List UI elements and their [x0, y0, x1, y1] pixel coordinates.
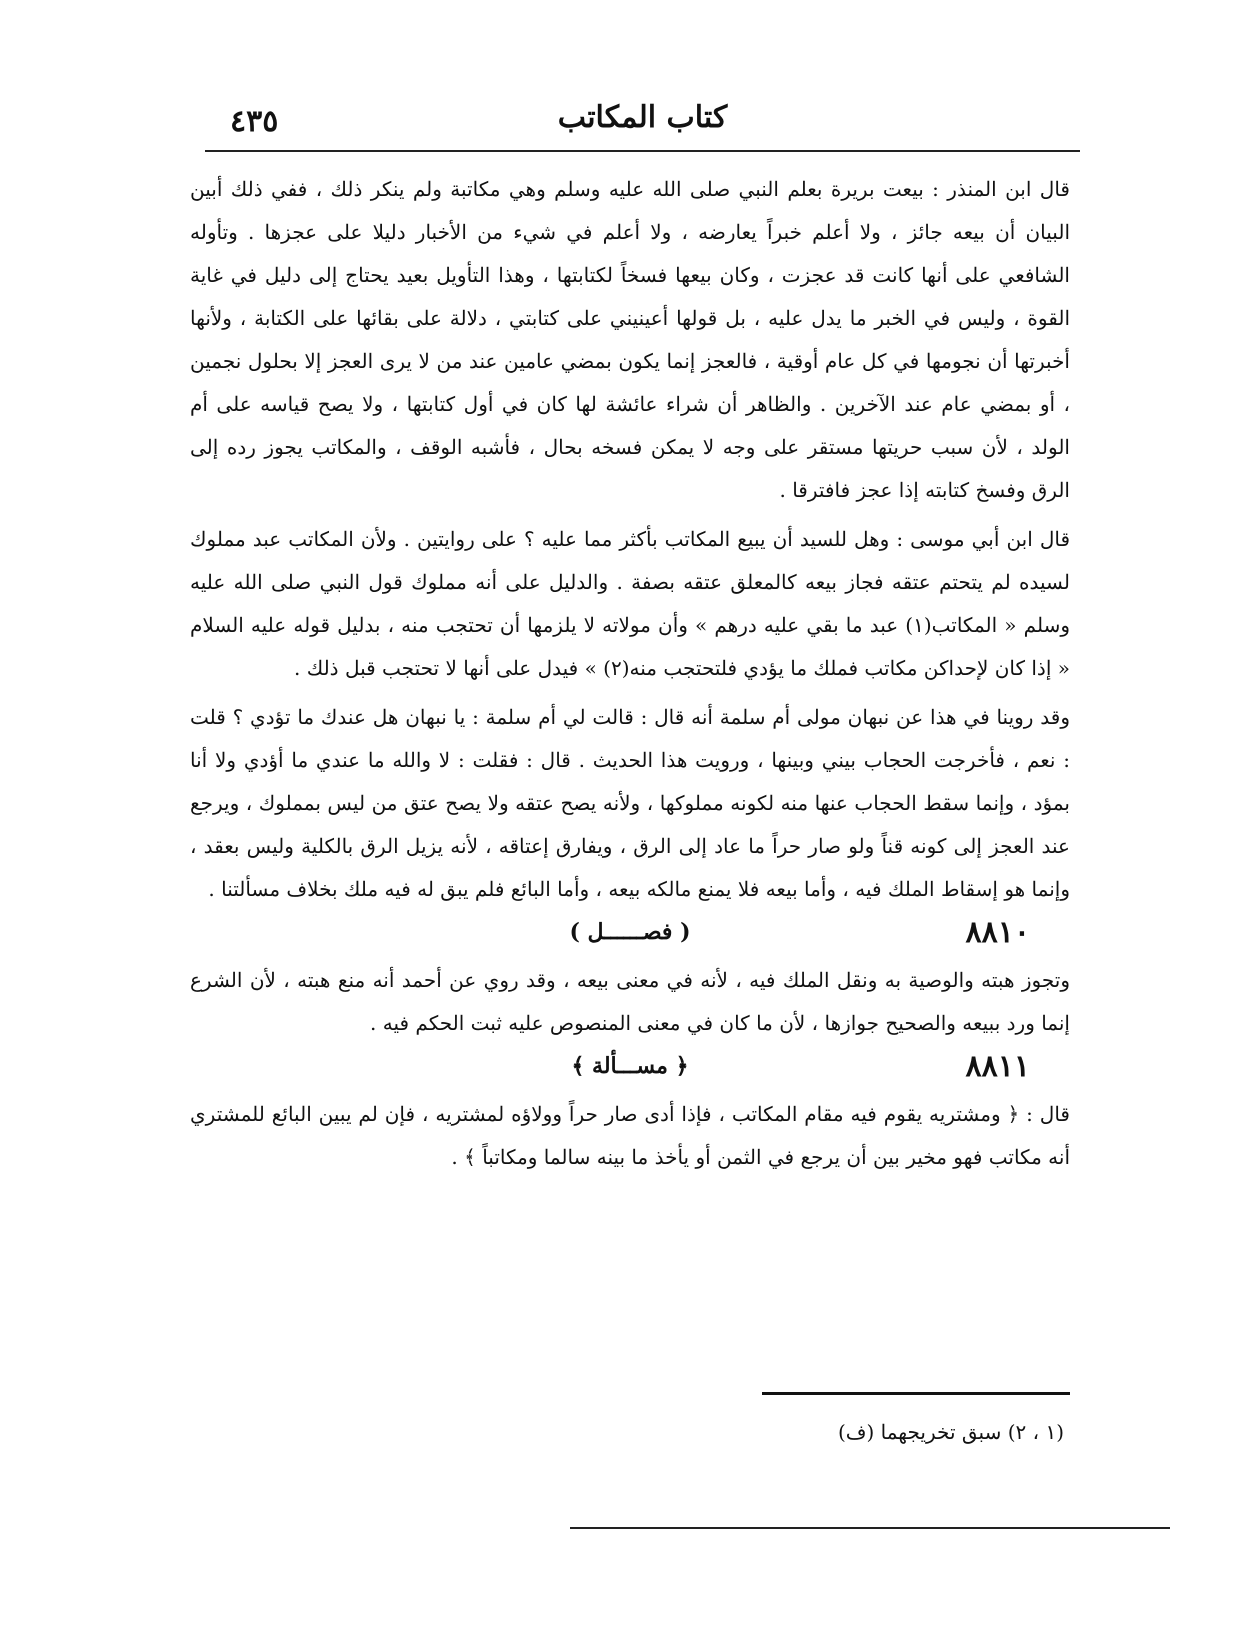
paragraph-ibn-abi-musa: قال ابن أبي موسى : وهل للسيد أن يبيع المكاتب بأكثر مما عليه ؟ على روايتين . ولأن المكاتب عبد مملوك لسيده لم يتحتم عتقه فجاز بيعه كالمعلق عتقه بصفة . والدليل على أنه مملوك قول النبي صلى الله عليه وسلم « المكاتب(١) عبد ما بقي عليه درهم » وأن مولاته لا يلزمها أن تحتجب منه ، بدليل قوله عليه السلام « إذا كان لإحداكن مكاتب فملك ما يؤدي فلتحتجب منه(٢) » فيدل على أنها لا تحتجب قبل ذلك .	[190, 527, 1070, 680]
section-8811-title: ﴿ مســـألة ﴾	[571, 1053, 689, 1079]
page-header	[205, 100, 1080, 150]
bottom-rule	[570, 1527, 1170, 1529]
paragraph-ibn-almundhir: قال ابن المنذر : بيعت بريرة بعلم النبي صلى الله عليه وسلم وهي مكاتبة ولم ينكر ذلك ، ففي ذلك أبين البيان أن بيعه جائز ، ولا أعلم خبراً يعارضه ، ولا أعلم في شيء من الأخبار دليلا على عجزها . وتأوله الشافعي على أنها كانت قد عجزت ، وكان بيعها فسخاً لكتابتها ، وهذا التأويل بعيد يحتاج إلى دليل في غاية القوة ، وليس في الخبر ما يدل عليه ، بل قولها أعينيني على كتابتي ، دلالة على بقائها على الكتابة ، ولأنها أخبرتها أن نجومها في كل عام أوقية ، فالعجز إنما يكون بمضي عامين عند من لا يرى العجز إلا بحلول نجمين ، أو بمضي عام عند الآخرين . والظاهر أن شراء عائشة لها كان في أول كتابتها ، ولا يصح قياسه على أم الولد ، لأن سبب حريتها مستقر على وجه لا يمكن فسخه بحال ، فأشبه الوقف ، والمكاتب يجوز رده إلى الرق وفسخ كتابته إذا عجز فافترقا .	[190, 177, 1071, 502]
footnote-rule	[762, 1392, 1070, 1395]
section-8810-text: وتجوز هبته والوصية به ونقل الملك فيه ، لأنه في معنى بيعه ، وقد روي عن أحمد أنه منع هبته ، لأن الشرع إنما ورد ببيعه والصحيح جوازها ، لأن ما كان في معنى المنصوص عليه ثبت الحكم فيه .	[190, 968, 1070, 1035]
page-body	[190, 168, 1070, 1179]
section-8811-heading	[190, 1045, 1070, 1093]
running-title: كتاب المكاتب	[557, 100, 728, 135]
header-rule	[205, 150, 1080, 152]
footnote: (١ ، ٢) سبق تخريجهما (ف)	[837, 1420, 1064, 1444]
section-8810-title: ( فصــــــل )	[569, 919, 691, 945]
paragraph-nabhan: وقد روينا في هذا عن نبهان مولى أم سلمة أنه قال : قالت لي أم سلمة : يا نبهان هل عندك ما تؤدي ؟ قلت : نعم ، فأخرجت الحجاب بيني وبينها ، ورويت هذا الحديث . قال : فقلت : لا والله ما عندي ما أؤدي ولا أنا بمؤد ، وإنما سقط الحجاب عنها منه لكونه مملوكها ، ولأنه يصح عتقه ولا يصح عتق من ليس بمملوك ، ويرجع عند العجز إلى كونه قناً ولو صار حراً ما عاد إلى الرق ، ويفارق إعتاقه ، لأنه يزيل الرق بالكلية وليس بعقد ، وإنما هو إسقاط الملك فيه ، وأما بيعه فلا يمنع مالكه بيعه ، وأما البائع فلم يبق له فيه ملك بخلاف مسألتنا .	[190, 705, 1070, 901]
section-8810-number: ٨٨١٠	[965, 915, 1030, 950]
section-8811-number: ٨٨١١	[965, 1049, 1030, 1084]
section-8810-heading	[190, 911, 1070, 959]
page-number: ٤٣٥	[230, 104, 279, 139]
section-8811-text: قال : ﴿ ومشتريه يقوم فيه مقام المكاتب ، فإذا أدى صار حراً وولاؤه لمشتريه ، فإن لم يبين البائع للمشتري أنه مكاتب فهو مخير بين أن يرجع في الثمن أو يأخذ ما بينه سالما ومكاتباً ﴾ .	[190, 1102, 1070, 1169]
